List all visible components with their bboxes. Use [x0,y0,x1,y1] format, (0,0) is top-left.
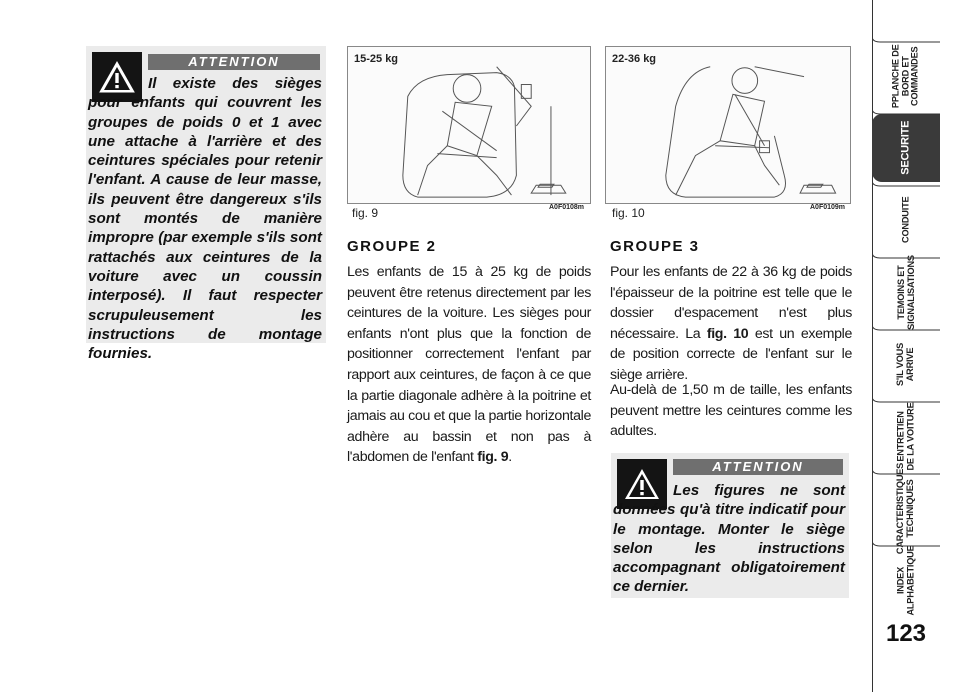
sidebar-tab-7[interactable] [872,462,940,554]
groupe-3-paragraph-1: Pour les enfants de 22 à 36 kg de poids l'épaisseur de la poitrine est telle que le dossier d'espacement n'est plus nécessaire. La fig. 10 est un exemple de position correcte de l'enfant sur le siège arrière. [610,264,852,383]
attention-banner: ATTENTION [148,54,320,70]
sidebar-tab-separator [872,252,940,264]
page-number: 123 [885,620,927,647]
warning-box-1 [86,46,326,363]
figure-9-code: A0F0108m [549,204,585,211]
figure-10-caption: fig. 10 [612,206,645,220]
sidebar-tab-separator [872,180,940,192]
figure-10 [605,46,851,204]
sidebar-tab-label: S'IL VOUS ARRIVE [895,342,915,386]
child-seat-group-3-illustration [606,47,850,203]
figure-10-code: A0F0109m [810,204,846,211]
figure-ref: fig. 9 [477,449,509,466]
groupe-3-paragraph-2: Au-delà de 1,50 m de taille, les enfants peuvent mettre les ceintures comme les adultes. [610,382,852,440]
groupe-2-text: Les enfants de 15 à 25 kg de poids peuvent être retenus directement par les ceintures de la voiture. Les sièges pour enfants n'ont plus que la fonction de positionner correctement l'enfant par rapport aux ceintures, de façon à ce que la partie diagonale adhère à la poitrine et jamais au cou et que la partie horizontale adhère au bassin et non pas à l'abdomen de l'enfant fig. 9. [347,264,591,466]
sidebar-tab-label: ENTRETIEN DE LA VOITURE [895,401,916,471]
sidebar-tab-3[interactable] [872,186,940,254]
sidebar-tab-separator [872,396,940,408]
sidebar-tab-label: SECURITE [899,120,912,176]
sidebar-tab-5[interactable] [872,330,940,398]
sidebar-tab-separator [872,36,940,48]
sidebar-tab-separator [872,324,940,336]
sidebar-tab-separator [872,540,940,552]
warning-text: Il existe des sièges pour enfants qui couvrent les groupes de poids 0 et 1 avec une attache à l'arrière et des ceintures spéciales pour retenir l'enfant. A cause de leur masse, ils peuvent être dangereux s'ils sont montés de manière impropre (par exemple s'ils sont rattachés aux ceintures de la voiture avec un coussin interposé). Il faut respecter scrupuleusement les instructions de montage fournies. [88,75,322,363]
sidebar-tab-label: CARACTERISTIQUES TECHNIQUES [895,462,916,554]
sidebar-tab-8[interactable] [872,546,940,614]
sidebar-tab-label: INDEX ALPHABETIQUE [895,544,915,616]
sidebar-tab-separator [872,108,940,120]
sidebar-tab-separator [872,468,940,480]
figure-ref: fig. 10 [706,325,749,342]
sidebar-tab-2[interactable] [872,114,940,182]
figure-weight-label: 15-25 kg [354,53,399,65]
sidebar-tab-6[interactable] [872,402,940,470]
sidebar-tab-label: CONDUITE [900,196,911,244]
warning-box-2 [611,453,849,598]
sidebar-tab-1[interactable] [872,42,940,110]
warning-text: Les figures ne sont données qu'à titre indicatif pour le montage. Monter le siège selon les instructions accompagnant obligatoirement ce dernier. [613,482,845,596]
figure-weight-label: 22-36 kg [612,53,657,65]
attention-banner: ATTENTION [673,459,843,475]
figure-9-caption: fig. 9 [352,206,379,220]
groupe-3-heading: GROUPE 3 [610,238,700,255]
sidebar-tab-label: TEMOINS ET SIGNALISATIONS [895,254,915,330]
sidebar-tab-label: PPLANCHE DE BORD ET COMMANDES [890,44,920,108]
figure-9 [347,46,591,204]
sidebar-tab-4[interactable] [872,254,940,330]
child-seat-group-2-illustration [348,47,590,203]
groupe-2-heading: GROUPE 2 [347,238,437,255]
